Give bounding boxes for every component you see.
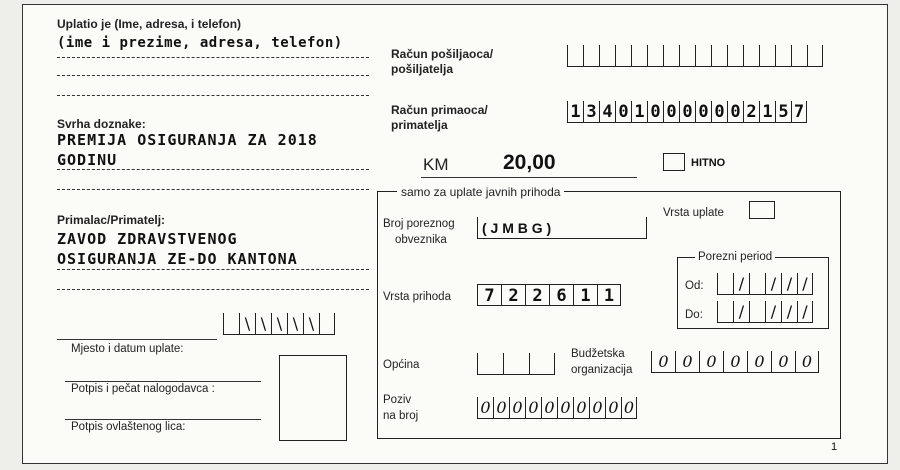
recipient-label: Primalac/Primatelj:	[57, 213, 166, 227]
budget-org-cell: 0	[675, 351, 699, 373]
revenue-type-cell: 2	[501, 284, 525, 306]
sender-account-cell	[791, 45, 807, 67]
place-date-cell: \	[271, 313, 287, 335]
taxpayer-label-2: obveznika	[395, 234, 447, 246]
budget-org-label-2: organizacija	[571, 364, 633, 376]
tax-period-to-cell: /	[765, 301, 781, 323]
tax-period-title: Porezni period	[695, 251, 775, 263]
page-number: 1	[831, 441, 838, 453]
sender-account-cell	[663, 45, 679, 67]
budget-org-cells	[651, 351, 819, 373]
place-date-cell: \	[287, 313, 303, 335]
tax-period-to-cell	[749, 301, 765, 323]
recipient-account-cell: 0	[679, 101, 695, 123]
payment-type-label: Vrsta uplate	[663, 207, 724, 219]
budget-org-label-1: Budžetska	[571, 348, 625, 360]
recipient-line-3	[57, 269, 369, 270]
recipient-account-cell: 0	[727, 101, 743, 123]
payment-slip-form	[22, 4, 888, 464]
municipality-cell	[477, 353, 503, 375]
place-date-cell: \	[255, 313, 271, 335]
municipality-cell	[503, 353, 529, 375]
tax-period-to-cell: /	[733, 301, 749, 323]
taxpayer-label-1: Broj poreznog	[383, 218, 455, 230]
purpose-line-4	[57, 189, 369, 190]
sender-account-cells	[567, 45, 823, 67]
sender-account-cell	[583, 45, 599, 67]
sender-account-cell	[807, 45, 823, 67]
stamp-box	[279, 355, 347, 441]
urgent-checkbox[interactable]	[663, 153, 685, 171]
recipient-account-label-1: Račun primaoca/	[391, 103, 488, 117]
purpose-label: Svrha doznake:	[57, 117, 146, 131]
sender-account-cell	[695, 45, 711, 67]
recipient-account-label-2: primatelja	[391, 118, 448, 132]
sender-account-label-2: pošiljatelja	[391, 62, 454, 76]
recipient-account-cells	[567, 101, 807, 123]
sender-account-cell	[615, 45, 631, 67]
budget-org-cell: 0	[747, 351, 771, 373]
revenue-type-cell: 6	[549, 284, 573, 306]
purpose-line-3	[57, 169, 369, 170]
reference-cell: 0	[589, 397, 605, 419]
municipality-cell	[529, 353, 555, 375]
reference-label-2: na broj	[383, 410, 419, 422]
place-date-cell	[319, 313, 335, 335]
payment-type-box[interactable]	[749, 201, 775, 219]
recipient-account-cell: 1	[567, 101, 583, 123]
tax-period-to-label: Do:	[685, 309, 703, 321]
payer-label: Uplatio je (Ime, adresa, i telefon)	[57, 17, 242, 31]
reference-cells	[477, 397, 637, 419]
revenue-type-label: Vrsta prihoda	[383, 291, 451, 303]
recipient-account-cell: 0	[615, 101, 631, 123]
signature-label: Potpis i pečat nalogodavca :	[71, 383, 215, 395]
revenue-type-cell: 2	[525, 284, 549, 306]
payer-line-1	[57, 57, 369, 58]
place-date-cell: \	[303, 313, 319, 335]
tax-period-from-cell	[749, 273, 765, 295]
recipient-line-4	[57, 289, 369, 290]
budget-org-cell: 0	[699, 351, 723, 373]
reference-cell: 0	[525, 397, 541, 419]
recipient-account-cell: 1	[631, 101, 647, 123]
sender-account-cell	[759, 45, 775, 67]
budget-org-cell: 0	[795, 351, 819, 373]
reference-cell: 0	[493, 397, 509, 419]
urgent-label: HITNO	[691, 157, 726, 169]
place-date-cells	[223, 313, 335, 335]
sender-account-cell	[775, 45, 791, 67]
payer-line-3	[57, 95, 369, 96]
sender-account-cell	[567, 45, 583, 67]
payer-line-2	[57, 75, 369, 76]
budget-org-cell: 0	[771, 351, 795, 373]
sender-account-cell	[727, 45, 743, 67]
reference-cell: 0	[573, 397, 589, 419]
reference-cell: 0	[621, 397, 637, 419]
reference-label-1: Poziv	[383, 394, 412, 406]
purpose-line-1: PREMIJA OSIGURANJA ZA 2018	[57, 131, 318, 149]
sender-account-label-1: Račun pošiljaoca/	[391, 47, 494, 61]
tax-period-from-cell: /	[781, 273, 797, 295]
recipient-account-cell: 3	[583, 101, 599, 123]
reference-cell: 0	[605, 397, 621, 419]
place-date-line	[57, 339, 217, 340]
recipient-account-cell: 1	[759, 101, 775, 123]
tax-period-to-cell: /	[781, 301, 797, 323]
recipient-line-2: OSIGURANJA ZE-DO KANTONA	[57, 250, 298, 268]
authorized-label: Potpis ovlaštenog lica:	[71, 421, 186, 433]
currency: KM	[423, 155, 449, 174]
reference-cell: 0	[557, 397, 573, 419]
municipality-label: Općina	[383, 359, 420, 371]
tax-period-from-cells	[717, 273, 813, 295]
amount-line	[421, 177, 637, 178]
municipality-cells	[477, 353, 555, 375]
tax-period-from-cell: /	[765, 273, 781, 295]
purpose-line-2: GODINU	[57, 151, 118, 169]
tax-period-to-cell: /	[797, 301, 813, 323]
tax-period-from-cell	[717, 273, 733, 295]
payer-value: (ime i prezime, adresa, telefon)	[57, 35, 343, 51]
sender-account-cell	[631, 45, 647, 67]
tax-period-to-cell	[717, 301, 733, 323]
place-date-cell	[223, 313, 239, 335]
reference-cell: 0	[477, 397, 493, 419]
tax-period-from-cell: /	[733, 273, 749, 295]
sender-account-cell	[711, 45, 727, 67]
public-section-title: samo za uplate javnih prihoda	[397, 185, 564, 199]
revenue-type-cell: 1	[597, 284, 621, 306]
budget-org-cell: 0	[651, 351, 675, 373]
reference-cell: 0	[541, 397, 557, 419]
tax-period-to-cells	[717, 301, 813, 323]
sender-account-cell	[679, 45, 695, 67]
place-date-cell: \	[239, 313, 255, 335]
authorized-line	[65, 419, 261, 420]
recipient-account-cell: 0	[711, 101, 727, 123]
recipient-account-cell: 0	[695, 101, 711, 123]
recipient-account-cell: 7	[791, 101, 807, 123]
reference-cell: 0	[509, 397, 525, 419]
revenue-type-cell: 1	[573, 284, 597, 306]
sender-account-cell	[647, 45, 663, 67]
place-date-label: Mjesto i datum uplate:	[71, 343, 184, 355]
sender-account-cell	[743, 45, 759, 67]
recipient-account-cell: 0	[663, 101, 679, 123]
amount: 20,00	[503, 151, 556, 174]
recipient-account-cell: 5	[775, 101, 791, 123]
taxpayer-jmbg: ( J M B G )	[477, 217, 647, 239]
recipient-account-cell: 2	[743, 101, 759, 123]
revenue-type-cell: 7	[477, 284, 501, 306]
revenue-type-cells	[477, 284, 621, 306]
signature-line	[65, 381, 261, 382]
budget-org-cell: 0	[723, 351, 747, 373]
recipient-account-cell: 0	[647, 101, 663, 123]
sender-account-cell	[599, 45, 615, 67]
tax-period-from-label: Od:	[685, 280, 704, 292]
recipient-line-1: ZAVOD ZDRAVSTVENOG	[57, 230, 238, 248]
tax-period-from-cell: /	[797, 273, 813, 295]
recipient-account-cell: 4	[599, 101, 615, 123]
